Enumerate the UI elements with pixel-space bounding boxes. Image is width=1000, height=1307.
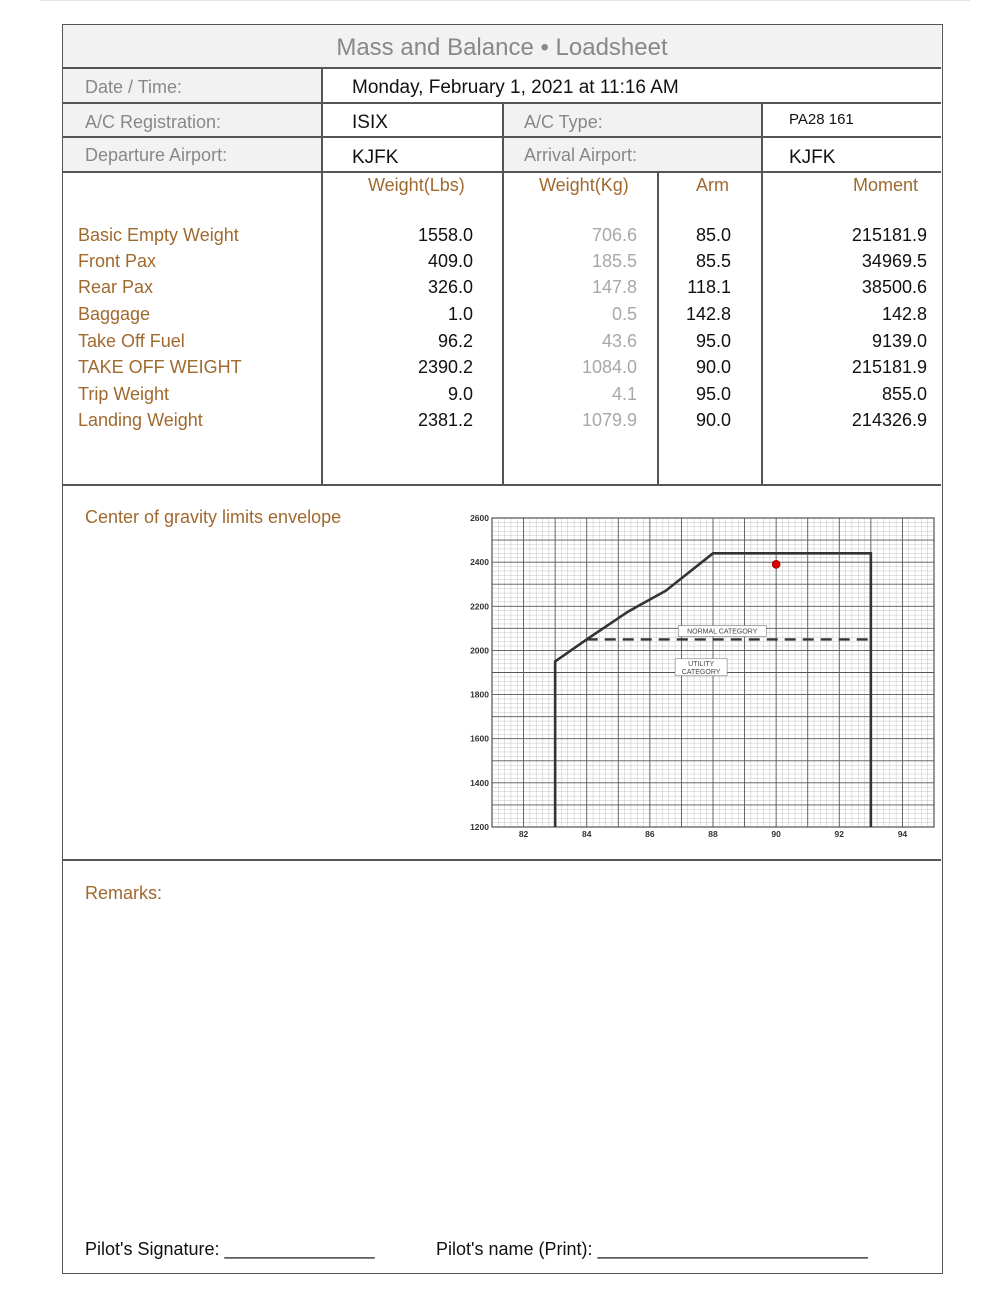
utility-category-line: CATEGORY xyxy=(681,668,721,676)
col-moment: Moment xyxy=(853,175,919,195)
column-divider xyxy=(502,103,504,484)
row-arm: 90.0 xyxy=(695,357,731,377)
x-tick-label: 94 xyxy=(897,829,908,839)
col-arm: Arm xyxy=(696,175,729,195)
y-tick-label: 1400 xyxy=(470,777,489,788)
row-moment: 855.0 xyxy=(881,384,927,404)
divider xyxy=(63,67,941,69)
x-tick-label: 92 xyxy=(834,829,845,839)
dep-label: Departure Airport: xyxy=(85,145,228,165)
normal-category-label: NORMAL CATEGORY xyxy=(687,628,758,636)
row-kg: 706.6 xyxy=(591,225,637,245)
y-tick-label: 2200 xyxy=(470,601,489,612)
pilot-name-label: Pilot's name (Print): ___________________________ xyxy=(436,1239,868,1259)
row-moment: 215181.9 xyxy=(851,225,927,245)
row-lbs: 409.0 xyxy=(427,251,473,271)
arr-value: KJFK xyxy=(789,147,836,168)
row-arm: 85.0 xyxy=(695,225,731,245)
row-arm: 90.0 xyxy=(695,410,731,430)
pilot-signature-label: Pilot's Signature: _______________ xyxy=(85,1239,375,1259)
row-label: Baggage xyxy=(78,304,151,324)
y-tick-label: 1200 xyxy=(470,822,489,832)
y-tick-label: 2600 xyxy=(470,513,489,523)
cg-point xyxy=(772,560,780,568)
x-tick-label: 90 xyxy=(771,829,781,839)
column-divider xyxy=(657,172,659,484)
row-moment: 34969.5 xyxy=(861,251,927,271)
row-lbs: 1.0 xyxy=(447,304,473,324)
row-lbs: 9.0 xyxy=(447,384,473,404)
reg-label: A/C Registration: xyxy=(85,112,222,132)
col-weight-lbs: Weight(Lbs) xyxy=(368,175,465,195)
row-moment: 142.8 xyxy=(881,304,927,324)
date-value: Monday, February 1, 2021 at 11:16 AM xyxy=(352,77,679,98)
x-tick-label: 82 xyxy=(518,829,529,839)
x-tick-label: 84 xyxy=(581,829,592,839)
dep-value: KJFK xyxy=(352,147,399,168)
row-kg: 43.6 xyxy=(601,331,637,351)
row-kg: 4.1 xyxy=(611,384,637,404)
row-arm: 85.5 xyxy=(695,251,731,271)
row-arm: 95.0 xyxy=(695,331,731,351)
row-lbs: 96.2 xyxy=(437,331,473,351)
remarks-label: Remarks: xyxy=(85,883,163,903)
type-value: PA28 161 xyxy=(789,111,854,128)
row-moment: 215181.9 xyxy=(851,357,927,377)
date-label: Date / Time: xyxy=(85,77,183,97)
row-label: Basic Empty Weight xyxy=(78,225,239,245)
row-label: Trip Weight xyxy=(78,384,170,404)
row-kg: 1084.0 xyxy=(581,357,637,377)
row-kg: 1079.9 xyxy=(581,410,637,430)
row-lbs: 1558.0 xyxy=(417,225,473,245)
y-tick-label: 1600 xyxy=(470,733,489,744)
row-label: Rear Pax xyxy=(78,277,154,297)
row-arm: 118.1 xyxy=(687,277,731,297)
cg-section-label: Center of gravity limits envelope xyxy=(85,507,342,527)
column-divider xyxy=(321,68,323,484)
col-weight-kg: Weight(Kg) xyxy=(539,175,629,195)
utility-category-line: UTILITY xyxy=(688,660,715,668)
row-moment: 38500.6 xyxy=(861,277,927,297)
row-moment: 9139.0 xyxy=(871,331,927,351)
row-kg: 147.8 xyxy=(591,277,637,297)
x-tick-label: 86 xyxy=(645,829,655,839)
row-arm: 142.8 xyxy=(685,304,731,324)
row-label: Take Off Fuel xyxy=(78,331,185,351)
row-label: Landing Weight xyxy=(78,410,203,430)
y-tick-label: 2000 xyxy=(470,645,489,656)
row-arm: 95.0 xyxy=(695,384,731,404)
cg-envelope-chart xyxy=(459,507,939,847)
divider xyxy=(63,859,941,861)
row-label: TAKE OFF WEIGHT xyxy=(78,357,242,377)
column-divider xyxy=(761,103,763,484)
chart-points xyxy=(772,560,780,568)
x-tick-label: 88 xyxy=(708,829,718,839)
row-lbs: 326.0 xyxy=(427,277,473,297)
row-moment: 214326.9 xyxy=(851,410,927,430)
row-kg: 185.5 xyxy=(591,251,637,271)
divider xyxy=(63,484,941,486)
y-tick-label: 2400 xyxy=(470,557,489,568)
page-title: Mass and Balance • Loadsheet xyxy=(336,34,668,61)
row-lbs: 2390.2 xyxy=(417,357,473,377)
row-lbs: 2381.2 xyxy=(417,410,473,430)
arr-label: Arrival Airport: xyxy=(524,145,638,165)
reg-value: ISIX xyxy=(352,112,388,133)
type-label: A/C Type: xyxy=(524,112,603,132)
row-kg: 0.5 xyxy=(611,304,637,324)
y-tick-label: 1800 xyxy=(470,689,489,700)
top-divider xyxy=(40,0,970,1)
row-label: Front Pax xyxy=(78,251,157,271)
